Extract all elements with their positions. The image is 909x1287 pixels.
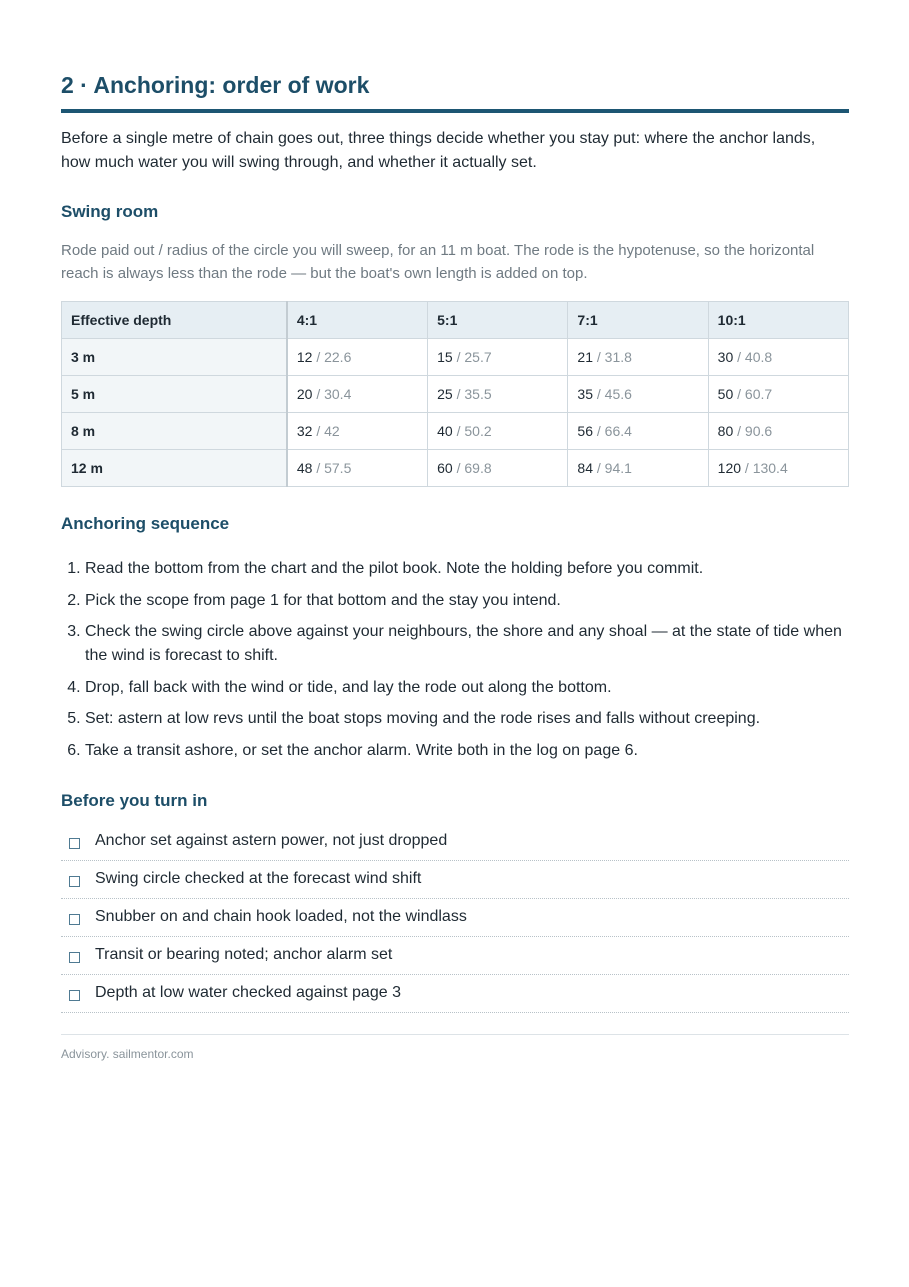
radius-value: 69.8 <box>464 460 492 476</box>
depth-cell: 8 m <box>62 413 287 450</box>
radius-value: 50.2 <box>464 423 492 439</box>
rode-value: 21 <box>577 349 593 365</box>
before-you-turn-in-heading: Before you turn in <box>61 790 208 810</box>
checklist-item <box>61 975 849 1013</box>
checklist-item-label: Anchor set against astern power, not just dropped <box>95 832 448 849</box>
table-cell: 21 / 31.8 <box>568 339 708 376</box>
table-cell: 56 / 66.4 <box>568 413 708 450</box>
swing-room-caption: Rode paid out / radius of the circle you will sweep, for an 11 m boat. The rode is the hypotenuse, so the horizontal reach is always less than the rode — but the boat's own length is added on top. <box>61 242 815 282</box>
checklist-item <box>61 861 849 899</box>
depth-cell: 5 m <box>62 376 287 413</box>
table-row <box>62 339 849 376</box>
table-cell: 48 / 57.5 <box>287 450 428 487</box>
rode-value: 120 <box>717 460 742 476</box>
depth-cell: 12 m <box>62 450 287 487</box>
checkbox[interactable] <box>69 914 80 925</box>
checklist-item-label: Transit or bearing noted; anchor alarm set <box>95 946 393 963</box>
checklist-item-label: Swing circle checked at the forecast wind shift <box>95 870 422 887</box>
table-row <box>62 376 849 413</box>
header-scope-10-1: 10:1 <box>708 302 848 339</box>
radius-value: 45.6 <box>604 386 632 402</box>
radius-value: 57.5 <box>324 460 352 476</box>
radius-value: 35.5 <box>464 386 492 402</box>
depth-cell: 3 m <box>62 339 287 376</box>
radius-value: 94.1 <box>604 460 632 476</box>
table-header-row <box>62 302 849 339</box>
table-cell: 60 / 69.8 <box>428 450 568 487</box>
rode-value: 15 <box>437 349 453 365</box>
list-item: 4. Drop, fall back with the wind or tide, and lay the rode out along the bottom. <box>85 676 849 700</box>
radius-value: 22.6 <box>324 349 352 365</box>
rode-value: 80 <box>717 423 734 439</box>
radius-value: 90.6 <box>744 423 773 439</box>
checkbox[interactable] <box>69 876 80 887</box>
list-item: 3. Check the swing circle above against your neighbours, the shore and any shoal — at the state of tide when the wind is forecast to shift. <box>85 620 849 668</box>
table-cell: 25 / 35.5 <box>428 376 568 413</box>
checklist-item <box>61 937 849 975</box>
swing-room-heading: Swing room <box>61 202 159 221</box>
footer-divider <box>61 1034 849 1035</box>
table-cell: 120 / 130.4 <box>708 450 848 487</box>
rode-value: 50 <box>717 386 734 402</box>
checklist-item <box>61 823 849 861</box>
rode-value: 20 <box>296 386 313 402</box>
rode-value: 30 <box>717 349 734 365</box>
radius-value: 60.7 <box>744 386 773 402</box>
footer-note: Advisory. sailmentor.com <box>61 1046 194 1061</box>
rode-value: 40 <box>437 423 453 439</box>
list-item: 5. Set: astern at low revs until the boat stops moving and the rode rises and falls without creeping. <box>85 707 849 731</box>
checkbox[interactable] <box>69 990 80 1001</box>
table-cell: 35 / 45.6 <box>568 376 708 413</box>
header-scope-7-1: 7:1 <box>568 302 708 339</box>
radius-value: 66.4 <box>604 423 632 439</box>
table-cell: 30 / 40.8 <box>708 339 848 376</box>
table-cell: 50 / 60.7 <box>708 376 848 413</box>
rode-value: 56 <box>577 423 593 439</box>
anchoring-sequence-heading: Anchoring sequence <box>61 514 230 533</box>
radius-value: 25.7 <box>464 349 492 365</box>
checklist-item-label: Snubber on and chain hook loaded, not the windlass <box>95 908 467 925</box>
rode-value: 84 <box>577 460 593 476</box>
table-row <box>62 450 849 487</box>
table-cell: 40 / 50.2 <box>428 413 568 450</box>
list-item: 2. Pick the scope from page 1 for that bottom and the stay you intend. <box>85 589 849 613</box>
radius-value: 40.8 <box>744 349 773 365</box>
table-cell: 84 / 94.1 <box>568 450 708 487</box>
page-title: 2 · Anchoring: order of work <box>61 72 849 113</box>
rode-value: 35 <box>577 386 593 402</box>
turn-in-checklist <box>61 823 849 1013</box>
table-cell: 20 / 30.4 <box>287 376 428 413</box>
rode-value: 32 <box>296 423 313 439</box>
rode-value: 48 <box>296 460 313 476</box>
rode-value: 12 <box>296 349 313 365</box>
header-scope-4-1: 4:1 <box>287 302 428 339</box>
anchoring-steps-list <box>61 557 849 763</box>
table-cell: 12 / 22.6 <box>287 339 428 376</box>
table-cell: 32 / 42 <box>287 413 428 450</box>
header-scope-5-1: 5:1 <box>428 302 568 339</box>
rode-value: 25 <box>437 386 453 402</box>
checklist-item <box>61 899 849 937</box>
checklist-item-label: Depth at low water checked against page 3 <box>95 984 401 1001</box>
swing-room-table <box>61 301 849 487</box>
rode-value: 60 <box>437 460 453 476</box>
intro-paragraph: Before a single metre of chain goes out, three things decide whether you stay put: where the anchor lands, how much water you will swing through, and whether it actually set. <box>61 130 816 171</box>
checkbox[interactable] <box>69 838 80 849</box>
radius-value: 130.4 <box>752 460 788 476</box>
table-cell: 80 / 90.6 <box>708 413 848 450</box>
list-item: 6. Take a transit ashore, or set the anchor alarm. Write both in the log on page 6. <box>85 739 849 763</box>
radius-value: 30.4 <box>324 386 352 402</box>
header-effective-depth: Effective depth <box>62 302 287 339</box>
checkbox[interactable] <box>69 952 80 963</box>
list-item: 1. Read the bottom from the chart and the pilot book. Note the holding before you commit. <box>85 557 849 581</box>
table-row <box>62 413 849 450</box>
radius-value: 42 <box>324 423 340 439</box>
radius-value: 31.8 <box>604 349 632 365</box>
table-cell: 15 / 25.7 <box>428 339 568 376</box>
